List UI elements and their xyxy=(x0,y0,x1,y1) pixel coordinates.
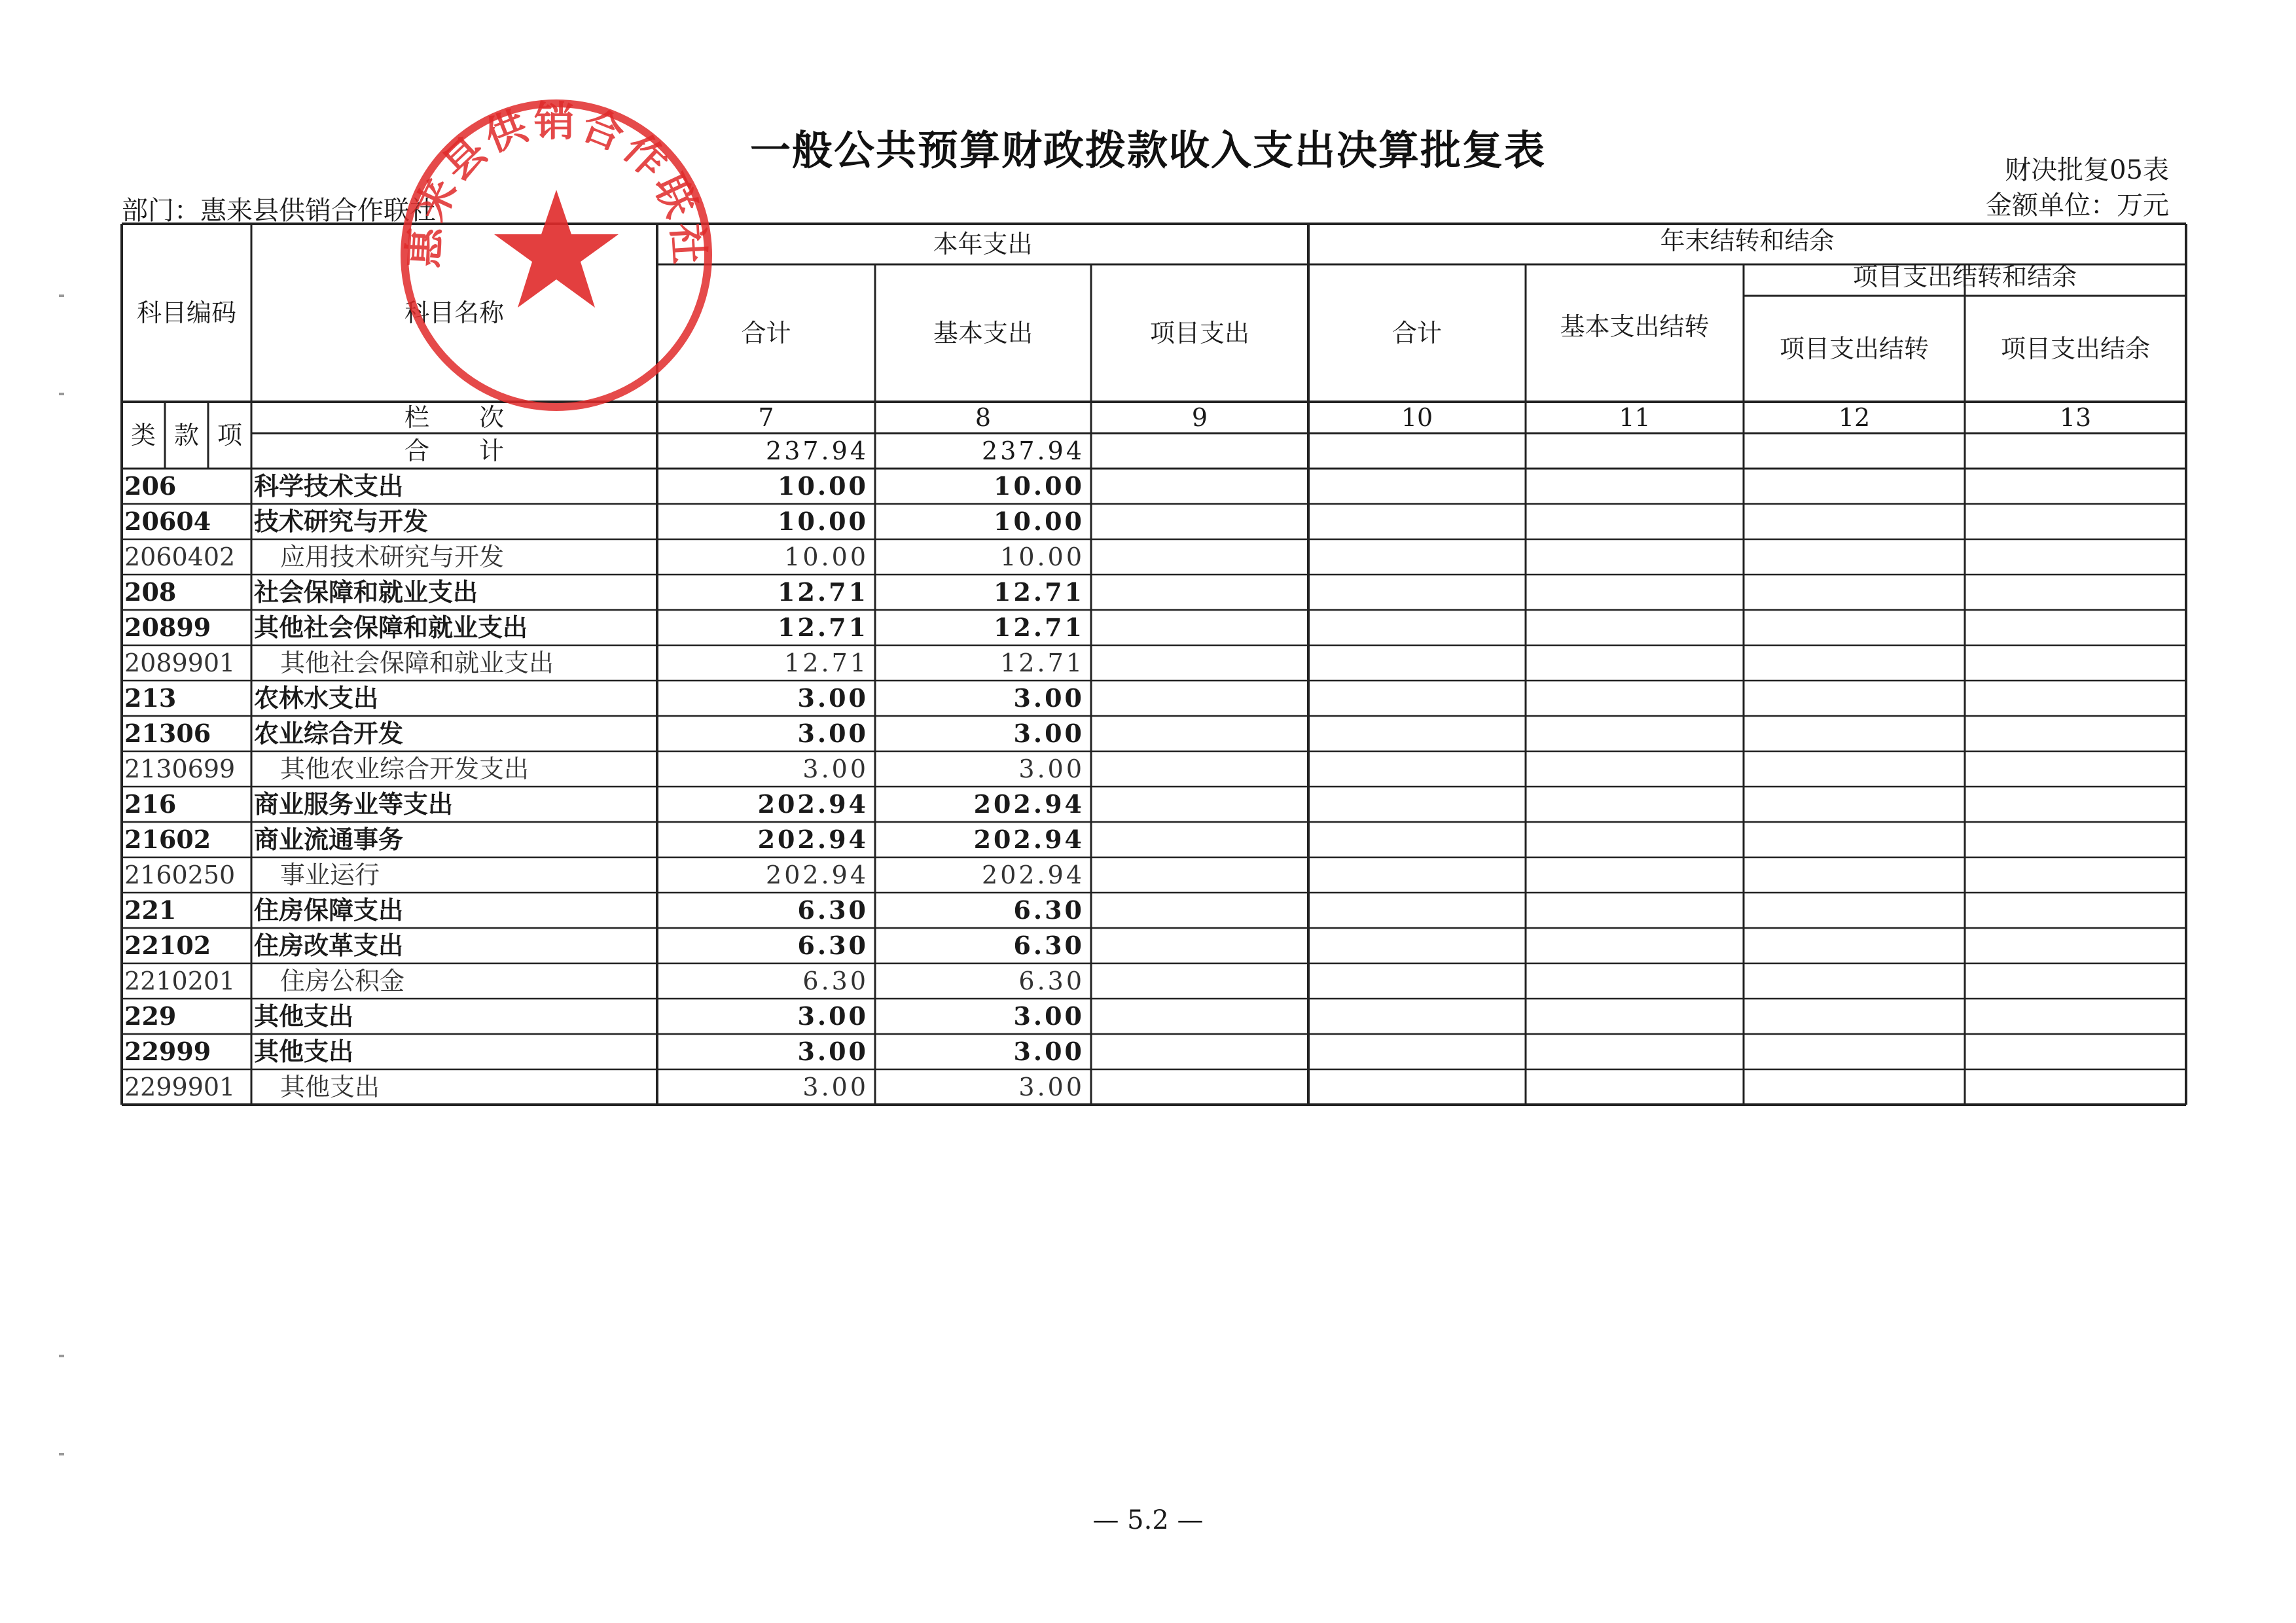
row-c8: 6.30 xyxy=(1013,895,1085,925)
column-number: 10 xyxy=(1401,403,1433,432)
seal-text: 惠来县供销合作联社 xyxy=(399,97,713,270)
row-code: 20604 xyxy=(124,507,211,536)
row-name: 住房公积金 xyxy=(280,967,405,995)
row-c8: 3.00 xyxy=(1018,755,1085,783)
row-code: 22102 xyxy=(124,931,211,960)
row-code: 206 xyxy=(124,471,177,501)
column-number: 12 xyxy=(1838,403,1871,432)
header-proj-surplus: 项目支出结余 xyxy=(2000,334,2150,363)
row-c7: 6.30 xyxy=(797,931,869,960)
row-code: 229 xyxy=(124,1001,177,1031)
header-lanci: 栏 次 xyxy=(404,403,504,432)
column-number: 13 xyxy=(2059,403,2092,432)
row-c8: 202.94 xyxy=(973,789,1085,819)
row-c7: 12.71 xyxy=(778,577,869,607)
row-c8: 3.00 xyxy=(1013,1001,1085,1031)
row-c8: 3.00 xyxy=(1013,1037,1085,1066)
row-name: 应用技术研究与开发 xyxy=(280,543,505,571)
header-name: 科目名称 xyxy=(404,298,504,327)
row-c8: 12.71 xyxy=(994,613,1085,642)
row-code: 22999 xyxy=(124,1037,211,1066)
header-project-carry: 项目支出结转和结余 xyxy=(1852,262,2077,291)
row-code: 2299901 xyxy=(124,1073,236,1101)
header-year-end: 年末结转和结余 xyxy=(1660,226,1835,255)
row-c7: 6.30 xyxy=(797,895,869,925)
total-c8: 237.94 xyxy=(982,437,1085,465)
row-name: 商业服务业等支出 xyxy=(254,789,454,819)
row-name: 其他支出 xyxy=(254,1001,354,1031)
row-c7: 202.94 xyxy=(766,861,869,889)
row-name: 其他社会保障和就业支出 xyxy=(254,613,528,642)
row-code: 221 xyxy=(124,895,177,925)
header-total: 合计 xyxy=(741,319,791,348)
row-name: 农林水支出 xyxy=(254,683,379,713)
row-c7: 202.94 xyxy=(757,789,869,819)
row-name: 技术研究与开发 xyxy=(254,507,429,536)
header-current-year: 本年支出 xyxy=(933,230,1033,259)
header-heji: 合 计 xyxy=(404,437,504,465)
row-c8: 3.00 xyxy=(1018,1073,1085,1101)
column-number: 9 xyxy=(1191,403,1208,432)
row-c7: 6.30 xyxy=(802,967,869,995)
row-name: 其他支出 xyxy=(254,1037,354,1066)
row-c7: 12.71 xyxy=(778,613,869,642)
row-c8: 202.94 xyxy=(982,861,1085,889)
row-c7: 3.00 xyxy=(797,1001,869,1031)
row-c7: 12.71 xyxy=(784,649,869,677)
row-name: 农业综合开发 xyxy=(254,719,404,748)
header-lei: 类 xyxy=(130,421,156,450)
row-name: 住房保障支出 xyxy=(254,895,404,925)
row-name: 其他农业综合开发支出 xyxy=(280,755,529,783)
row-c8: 10.00 xyxy=(994,471,1085,501)
header-ye-total: 合计 xyxy=(1391,319,1442,348)
row-name: 商业流通事务 xyxy=(254,825,404,854)
row-c8: 202.94 xyxy=(973,825,1085,854)
row-code: 2060402 xyxy=(124,543,236,571)
row-code: 2210201 xyxy=(124,967,236,995)
row-code: 21602 xyxy=(124,825,211,854)
row-c7: 10.00 xyxy=(778,507,869,536)
row-c7: 3.00 xyxy=(802,755,869,783)
department-label: 部门：惠来县供销合作联社 xyxy=(122,196,436,226)
row-name: 其他社会保障和就业支出 xyxy=(280,649,554,677)
document-title: 一般公共预算财政拨款收入支出决算批复表 xyxy=(749,126,1546,174)
row-c7: 3.00 xyxy=(797,683,869,713)
row-code: 21306 xyxy=(124,719,211,748)
row-code: 2089901 xyxy=(124,649,236,677)
row-c8: 12.71 xyxy=(994,577,1085,607)
column-number: 11 xyxy=(1619,403,1651,432)
row-c8: 12.71 xyxy=(1000,649,1085,677)
row-c8: 3.00 xyxy=(1013,683,1085,713)
row-code: 20899 xyxy=(124,613,211,642)
row-name: 科学技术支出 xyxy=(254,471,404,501)
page-number: — 5.2 — xyxy=(1092,1505,1204,1535)
row-code: 213 xyxy=(124,683,177,713)
row-code: 2130699 xyxy=(124,755,236,783)
row-code: 216 xyxy=(124,789,177,819)
header-ye-basic: 基本支出结转 xyxy=(1560,312,1710,341)
header-code: 科目编码 xyxy=(136,298,236,327)
row-c7: 202.94 xyxy=(757,825,869,854)
row-c7: 3.00 xyxy=(797,719,869,748)
row-c7: 3.00 xyxy=(797,1037,869,1066)
row-name: 事业运行 xyxy=(280,861,380,889)
header-xiang: 项 xyxy=(217,421,242,450)
column-number: 8 xyxy=(975,403,992,432)
header-project: 项目支出 xyxy=(1149,319,1249,348)
row-name: 住房改革支出 xyxy=(254,931,404,960)
column-number: 7 xyxy=(758,403,774,432)
header-kuan: 款 xyxy=(173,421,199,450)
row-c8: 10.00 xyxy=(1000,543,1085,571)
star-icon xyxy=(494,190,619,308)
row-code: 208 xyxy=(124,577,177,607)
row-c8: 10.00 xyxy=(994,507,1085,536)
row-name: 其他支出 xyxy=(280,1073,380,1101)
form-id: 财决批复05表 xyxy=(2005,155,2169,185)
row-c7: 3.00 xyxy=(802,1073,869,1101)
total-c7: 237.94 xyxy=(766,437,869,465)
row-code: 2160250 xyxy=(124,861,236,889)
row-c8: 6.30 xyxy=(1018,967,1085,995)
header-basic: 基本支出 xyxy=(933,319,1033,348)
row-c7: 10.00 xyxy=(778,471,869,501)
official-seal xyxy=(393,92,720,419)
row-name: 社会保障和就业支出 xyxy=(254,577,478,607)
row-c8: 6.30 xyxy=(1013,931,1085,960)
row-c7: 10.00 xyxy=(784,543,869,571)
header-proj-carry: 项目支出结转 xyxy=(1779,334,1929,363)
amount-unit: 金额单位：万元 xyxy=(1986,190,2169,221)
row-c8: 3.00 xyxy=(1013,719,1085,748)
